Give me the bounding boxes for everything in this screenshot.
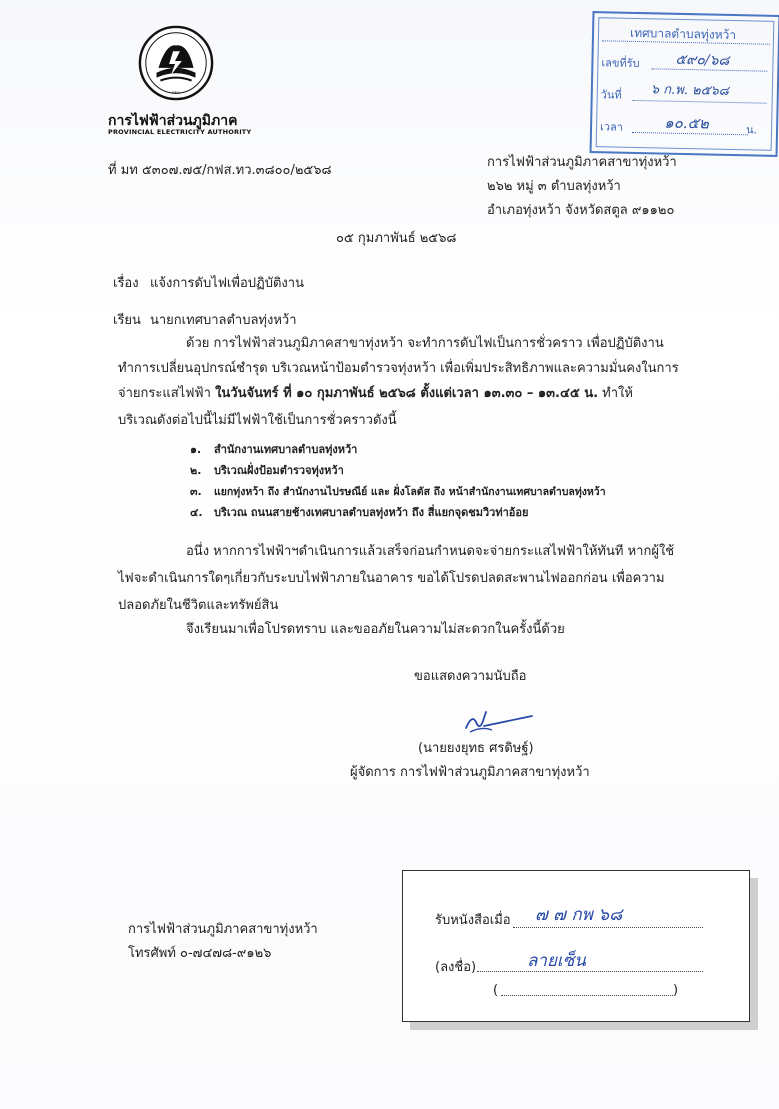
to-label: เรียน bbox=[113, 313, 141, 328]
stamp-title: เทศบาลตำบลทุ่งหว้า bbox=[629, 25, 737, 43]
sender-name: การไฟฟ้าส่วนภูมิภาคสาขาทุ่งหว้า bbox=[487, 155, 677, 170]
area-item-text: บริเวณ ถนนสายช้างเทศบาลตำบลทุ่งหว้า ถึง สี่แยกจุดชมวิวท่าอ้อย bbox=[214, 506, 529, 519]
stamp-time-suffix: น. bbox=[745, 123, 758, 137]
area-item-number: ๒. bbox=[190, 464, 202, 477]
name-paren-close: ) bbox=[673, 983, 679, 998]
paragraph-1-line-2: ทำการเปลี่ยนอุปกรณ์ชำรุด บริเวณหน้าป้อมตำรวจทุ่งหว้า เพื่อเพิ่มประสิทธิภาพและความมั่นคงในการ bbox=[118, 361, 679, 376]
name-paren-open: ( bbox=[493, 983, 499, 998]
subject-label: เรื่อง bbox=[113, 276, 139, 291]
sender-address-line1: ๒๖๒ หมู่ ๓ ตำบลทุ่งหว้า bbox=[487, 179, 621, 194]
paragraph-1-line-1: ด้วย การไฟฟ้าส่วนภูมิภาคสาขาทุ่งหว้า จะทำการดับไฟเป็นการชั่วคราว เพื่อปฏิบัติงาน bbox=[186, 336, 664, 351]
area-item-number: ๔. bbox=[190, 506, 203, 519]
name-line bbox=[501, 995, 673, 996]
signature-mark bbox=[462, 706, 538, 738]
paragraph-1-line-4: บริเวณดังต่อไปนี้ไม่มีไฟฟ้าใช้เป็นการชั่วคราวดังนี้ bbox=[118, 413, 397, 428]
stamp-receipt-no-label: เลขที่รับ bbox=[601, 56, 640, 71]
area-item-number: ๑. bbox=[190, 443, 202, 456]
stamp-time-label: เวลา bbox=[599, 120, 624, 134]
paragraph-2-line-3: ปลอดภัยในชีวิตและทรัพย์สิน bbox=[118, 598, 279, 613]
org-name-english: PROVINCIAL ELECTRICITY AUTHORITY bbox=[108, 128, 252, 136]
footer-office: การไฟฟ้าส่วนภูมิภาคสาขาทุ่งหว้า bbox=[128, 922, 318, 937]
paragraph-2-line-1: อนึ่ง หากการไฟฟ้าฯดำเนินการแล้วเสร็จก่อนกำหนดจะจ่ายกระแสไฟฟ้าให้ทันที หากผู้ใช้ bbox=[186, 544, 675, 559]
document-number: ที่ มท ๕๓๐๗.๗๕/กฟส.ทว.๓๘๐๐/๒๕๖๘ bbox=[108, 163, 332, 178]
signed-line bbox=[477, 971, 703, 972]
signed-handwriting: ลายเซ็น bbox=[527, 951, 586, 971]
outage-datetime: ในวันจันทร์ ที่ ๑๐ กุมภาพันธ์ ๒๕๖๘ ตั้งแต่เวลา ๑๓.๓๐ – ๑๓.๔๕ น. bbox=[215, 386, 599, 401]
svg-text:PEA: PEA bbox=[172, 90, 180, 96]
stamp-date-value: ๖ ก.พ. ๒๕๖๘ bbox=[650, 82, 729, 99]
area-item-text: แยกทุ่งหว้า ถึง สำนักงานไปรษณีย์ และ ฝั่งโลตัส ถึง หน้าสำนักงานเทศบาลตำบลทุ่งหว้า bbox=[214, 486, 606, 498]
subject-text: แจ้งการดับไฟเพื่อปฏิบัติงาน bbox=[150, 276, 304, 291]
sender-address-line2: อำเภอทุ่งหว้า จังหวัดสตูล ๙๑๑๒๐ bbox=[487, 203, 675, 218]
to-text: นายกเทศบาลตำบลทุ่งหว้า bbox=[150, 313, 297, 328]
stamp-time-value: ๑๐.๕๒ bbox=[663, 113, 710, 133]
area-item-text: บริเวณฝั่งป้อมตำรวจทุ่งหว้า bbox=[214, 464, 344, 477]
received-handwriting: ๗ ๗ กพ ๖๘ bbox=[535, 905, 623, 925]
area-item-number: ๓. bbox=[190, 485, 202, 498]
paragraph-1-line-3-start: จ่ายกระแสไฟฟ้า bbox=[118, 386, 216, 401]
signed-label: (ลงชื่อ) bbox=[435, 960, 477, 975]
letter-date: ๐๕ กุมภาพันธ์ ๒๕๖๘ bbox=[336, 231, 457, 246]
paragraph-1-line-3 bbox=[118, 386, 633, 402]
stamp-receipt-no-value: ๕๙๐/๖๘ bbox=[675, 51, 730, 69]
paragraph-1-line-3-end: ทำให้ bbox=[598, 386, 633, 401]
received-label: รับหนังสือเมื่อ bbox=[435, 913, 511, 928]
receipt-stamp bbox=[590, 11, 779, 157]
paragraph-2-line-2: ไฟจะดำเนินการใดๆเกี่ยวกับระบบไฟฟ้าภายในอาคาร ขอได้โปรดปลดสะพานไฟออกก่อน เพื่อความ bbox=[118, 571, 665, 586]
signer-title: ผู้จัดการ การไฟฟ้าส่วนภูมิภาคสาขาทุ่งหว้า bbox=[350, 765, 590, 780]
area-item-text: สำนักงานเทศบาลตำบลทุ่งหว้า bbox=[214, 443, 358, 456]
receipt-box bbox=[402, 870, 750, 1022]
paragraph-3: จึงเรียนมาเพื่อโปรดทราบ และขออภัยในความไม่สะดวกในครั้งนี้ด้วย bbox=[186, 622, 565, 637]
closing: ขอแสดงความนับถือ bbox=[414, 669, 527, 684]
signer-name: (นายยงยุทธ ศรดิษฐ์) bbox=[418, 741, 534, 756]
stamp-date-label: วันที่ bbox=[600, 88, 622, 102]
org-name-thai: การไฟฟ้าส่วนภูมิภาค bbox=[108, 113, 238, 129]
footer-phone: โทรศัพท์ ๐-๗๔๗๘-๙๑๒๖ bbox=[128, 946, 272, 961]
pea-emblem-icon bbox=[137, 24, 215, 102]
